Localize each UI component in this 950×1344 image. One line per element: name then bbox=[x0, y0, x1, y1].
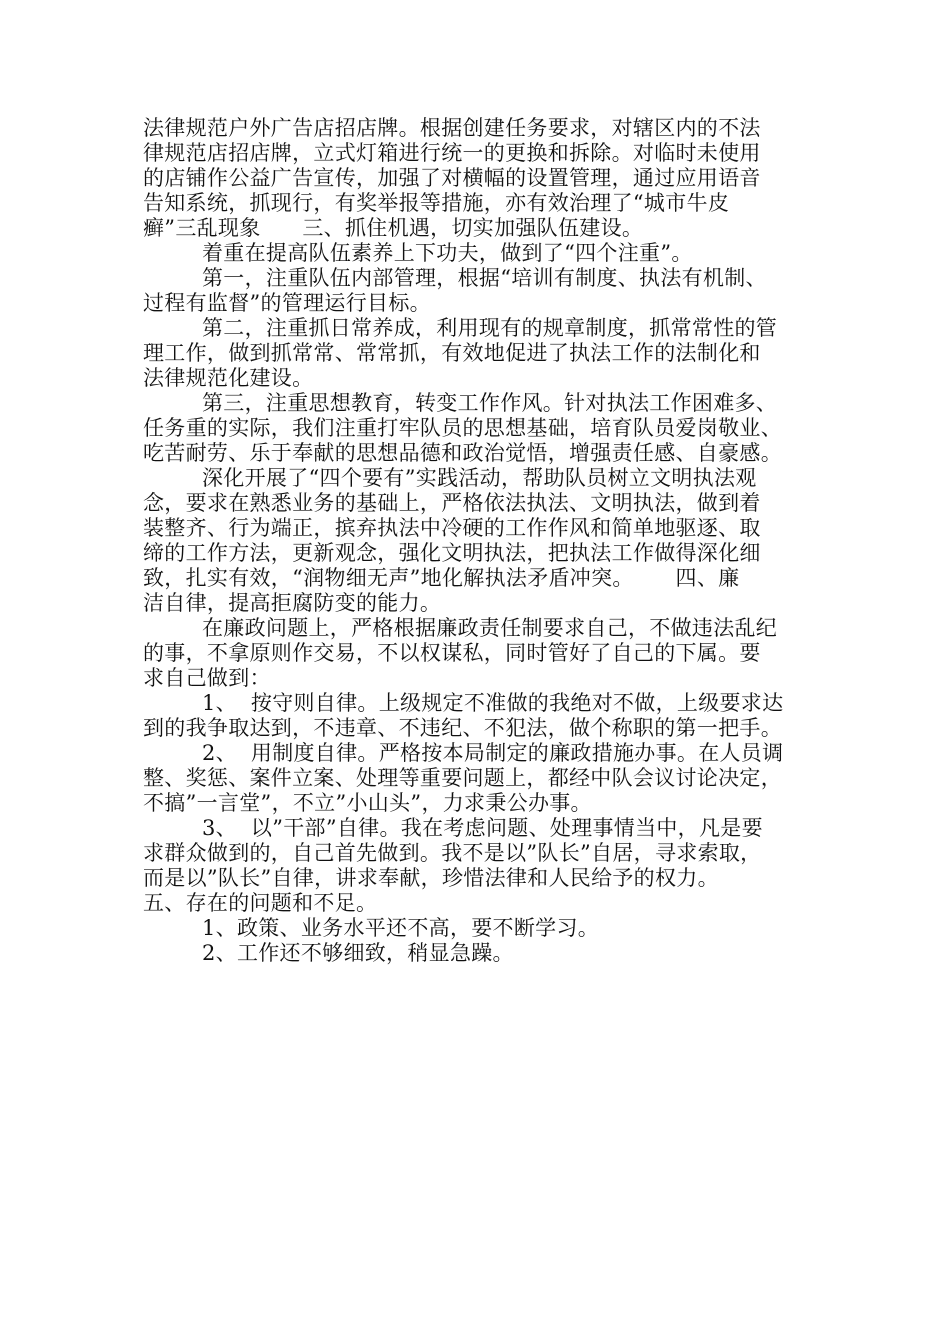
text-line: 装整齐、行为端正，摈弃执法中冷硬的工作作风和简单地驱逐、取 bbox=[143, 516, 761, 540]
text-line: 1、 按守则自律。上级规定不准做的我绝对不做，上级要求达 bbox=[202, 691, 784, 715]
text-line: 致，扎实有效，“润物细无声”地化解执法矛盾冲突。 四、廉 bbox=[143, 566, 740, 590]
text-line: 缔的工作方法，更新观念，强化文明执法，把执法工作做得深化细 bbox=[143, 541, 761, 565]
text-line: 吃苦耐劳、乐于奉献的思想品德和政治觉悟，增强责任感、自豪感。 bbox=[143, 441, 782, 465]
text-line: 告知系统，抓现行，有奖举报等措施，亦有效治理了“城市牛皮 bbox=[143, 191, 730, 215]
text-line: 1、政策、业务水平还不高，要不断学习。 bbox=[202, 916, 600, 940]
text-line: 第一，注重队伍内部管理，根据“培训有制度、执法有机制、 bbox=[202, 266, 767, 290]
text-line: 到的我争取达到，不违章、不违纪、不犯法，做个称职的第一把手。 bbox=[143, 716, 782, 740]
text-line: 第二，注重抓日常养成，利用现有的规章制度，抓常常性的管 bbox=[202, 316, 778, 340]
document-body bbox=[143, 116, 823, 966]
text-line: 求群众做到的，自己首先做到。我不是以”队长”自居，寻求索取， bbox=[143, 841, 762, 865]
text-line: 念，要求在熟悉业务的基础上，严格依法执法、文明执法，做到着 bbox=[143, 491, 761, 515]
text-line: 2、工作还不够细致，稍显急躁。 bbox=[202, 941, 514, 965]
text-line: 求自己做到： bbox=[143, 666, 271, 690]
text-line: 深化开展了“四个要有”实践活动，帮助队员树立文明执法观 bbox=[202, 466, 757, 490]
text-line: 2、 用制度自律。严格按本局制定的廉政措施办事。在人员调 bbox=[202, 741, 784, 765]
text-line: 在廉政问题上，严格根据廉政责任制要求自己，不做违法乱纪 bbox=[202, 616, 778, 640]
text-line: 法律规范户外广告店招店牌。根据创建任务要求，对辖区内的不法 bbox=[143, 116, 761, 140]
text-line: 律规范店招店牌，立式灯箱进行统一的更换和拆除。对临时未使用 bbox=[143, 141, 761, 165]
text-line: 理工作，做到抓常常、常常抓，有效地促进了执法工作的法制化和 bbox=[143, 341, 761, 365]
text-line: 五、存在的问题和不足。 bbox=[143, 891, 378, 915]
text-line: 洁自律，提高拒腐防变的能力。 bbox=[143, 591, 442, 615]
text-line: 3、 以”干部”自律。我在考虑问题、处理事情当中，凡是要 bbox=[202, 816, 763, 840]
text-line: 的店铺作公益广告宣传，加强了对横幅的设置管理，通过应用语音 bbox=[143, 166, 761, 190]
text-line: 着重在提高队伍素养上下功夫，做到了“四个注重”。 bbox=[202, 241, 693, 265]
text-line: 不搞”一言堂”，不立”小山头”，力求秉公办事。 bbox=[143, 791, 592, 815]
text-line: 法律规范化建设。 bbox=[143, 366, 314, 390]
text-line: 的事，不拿原则作交易，不以权谋私，同时管好了自己的下属。要 bbox=[143, 641, 761, 665]
text-line: 而是以”队长”自律，讲求奉献，珍惜法律和人民给予的权力。 bbox=[143, 866, 719, 890]
text-line: 任务重的实际，我们注重打牢队员的思想基础，培育队员爱岗敬业、 bbox=[143, 416, 782, 440]
text-line: 癣”三乱现象 三、抓住机遇，切实加强队伍建设。 bbox=[143, 216, 644, 240]
text-line: 整、奖惩、案件立案、处理等重要问题上，都经中队会议讨论决定， bbox=[143, 766, 782, 790]
text-line: 过程有监督”的管理运行目标。 bbox=[143, 291, 431, 315]
text-line: 第三，注重思想教育，转变工作作风。针对执法工作困难多、 bbox=[202, 391, 778, 415]
